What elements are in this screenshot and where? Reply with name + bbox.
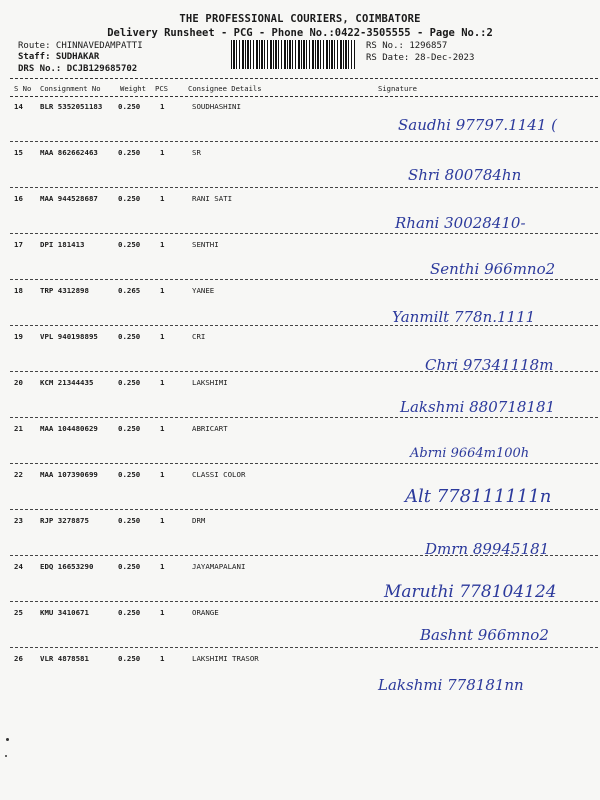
table-row xyxy=(0,326,600,372)
table-row xyxy=(0,280,600,326)
row-sno: 21 xyxy=(14,424,23,433)
row-signature: Rhani 30028410- xyxy=(395,214,526,232)
table-row xyxy=(0,188,600,234)
table-row xyxy=(0,418,600,464)
row-pcs: 1 xyxy=(160,424,165,433)
company-title: THE PROFESSIONAL COURIERS, COIMBATORE xyxy=(179,13,421,25)
row-consignment: MAA 107390699 xyxy=(40,470,98,479)
row-sno: 20 xyxy=(14,378,23,387)
header-rule-top xyxy=(10,78,598,79)
row-sno: 16 xyxy=(14,194,23,203)
row-weight: 0.250 xyxy=(118,194,141,203)
row-consignment: MAA 862662463 xyxy=(40,148,98,157)
staff-label: Staff: SUDHAKAR xyxy=(18,52,100,62)
row-consignee: ORANGE xyxy=(192,608,219,617)
scan-speck xyxy=(5,755,7,757)
table-row xyxy=(0,556,600,602)
rs-date: RS Date: 28-Dec-2023 xyxy=(366,53,475,63)
col-weight: Weight xyxy=(120,84,146,93)
row-pcs: 1 xyxy=(160,102,165,111)
row-pcs: 1 xyxy=(160,516,165,525)
row-pcs: 1 xyxy=(160,194,165,203)
row-consignee: ABRICART xyxy=(192,424,228,433)
row-pcs: 1 xyxy=(160,332,165,341)
row-consignment: KCM 21344435 xyxy=(40,378,94,387)
row-consignee: SENTHI xyxy=(192,240,219,249)
row-consignee: DRM xyxy=(192,516,206,525)
table-row xyxy=(0,648,600,694)
row-consignment: VPL 940198895 xyxy=(40,332,98,341)
row-weight: 0.250 xyxy=(118,378,141,387)
row-consignment: RJP 3278875 xyxy=(40,516,89,525)
row-weight: 0.265 xyxy=(118,286,141,295)
table-row xyxy=(0,510,600,556)
row-consignment: TRP 4312898 xyxy=(40,286,89,295)
row-consignee: SR xyxy=(192,148,201,157)
row-sno: 14 xyxy=(14,102,23,111)
row-consignee: LAKSHIMI TRASOR xyxy=(192,654,259,663)
row-signature: Dmrn 89945181 xyxy=(425,540,550,558)
row-weight: 0.250 xyxy=(118,654,141,663)
scan-speck xyxy=(6,738,9,741)
row-weight: 0.250 xyxy=(118,424,141,433)
row-pcs: 1 xyxy=(160,378,165,387)
row-pcs: 1 xyxy=(160,240,165,249)
row-sno: 25 xyxy=(14,608,23,617)
col-signature: Signature xyxy=(378,84,417,93)
row-consignee: LAKSHIMI xyxy=(192,378,228,387)
row-sno: 22 xyxy=(14,470,23,479)
row-signature: Lakshmi 880718181 xyxy=(400,398,556,416)
row-signature: Saudhi 97797.1141 ( xyxy=(398,116,557,134)
row-consignment: BLR 5352051183 xyxy=(40,102,103,111)
col-sno: S No xyxy=(14,84,32,93)
col-pcs: PCS xyxy=(155,84,168,93)
row-signature: Shri 800784hn xyxy=(408,166,522,184)
row-consignee: SOUDHASHINI xyxy=(192,102,241,111)
row-pcs: 1 xyxy=(160,286,165,295)
row-weight: 0.250 xyxy=(118,240,141,249)
drs-number: DRS No.: DCJB129685702 xyxy=(18,64,138,74)
row-weight: 0.250 xyxy=(118,102,141,111)
row-consignment: MAA 104480629 xyxy=(40,424,98,433)
col-consignment: Consignment No xyxy=(40,84,101,93)
row-signature: Maruthi 778104124 xyxy=(384,582,557,602)
row-consignee: RANI SATI xyxy=(192,194,233,203)
row-pcs: 1 xyxy=(160,470,165,479)
table-row xyxy=(0,464,600,510)
row-sno: 23 xyxy=(14,516,23,525)
row-sno: 19 xyxy=(14,332,23,341)
row-consignment: DPI 181413 xyxy=(40,240,85,249)
row-consignee: CLASSI COLOR xyxy=(192,470,246,479)
row-sno: 18 xyxy=(14,286,23,295)
table-row xyxy=(0,372,600,418)
row-weight: 0.250 xyxy=(118,516,141,525)
row-signature: Bashnt 966mno2 xyxy=(420,626,549,644)
table-row xyxy=(0,602,600,648)
row-consignee: JAYAMAPALANI xyxy=(192,562,246,571)
route-label: Route: CHINNAVEDAMPATTI xyxy=(18,41,143,51)
row-consignment: MAA 944528687 xyxy=(40,194,98,203)
row-consignment: EDQ 16653290 xyxy=(40,562,94,571)
row-consignment: VLR 4878581 xyxy=(40,654,89,663)
table-row xyxy=(0,96,600,142)
row-signature: Senthi 966mno2 xyxy=(430,260,556,278)
row-weight: 0.250 xyxy=(118,562,141,571)
barcode-image xyxy=(231,40,355,69)
row-signature: Yanmilt 778n.1111 xyxy=(392,308,536,326)
row-sno: 17 xyxy=(14,240,23,249)
row-signature: Lakshmi 778181nn xyxy=(378,676,524,694)
row-signature: Abrni 9664m100h xyxy=(410,446,530,461)
table-row xyxy=(0,234,600,280)
table-row xyxy=(0,142,600,188)
row-pcs: 1 xyxy=(160,608,165,617)
row-sno: 26 xyxy=(14,654,23,663)
row-signature: Alt 778111111n xyxy=(405,486,552,507)
row-pcs: 1 xyxy=(160,562,165,571)
row-weight: 0.250 xyxy=(118,608,141,617)
runsheet-subtitle: Delivery Runsheet - PCG - Phone No.:0422-3505555 - Page No.:2 xyxy=(107,27,493,39)
rs-number: RS No.: 1296857 xyxy=(366,41,448,51)
row-weight: 0.250 xyxy=(118,148,141,157)
col-consignee: Consignee Details xyxy=(188,84,262,93)
row-consignee: YANEE xyxy=(192,286,215,295)
row-sno: 15 xyxy=(14,148,23,157)
row-consignment: KMU 3410671 xyxy=(40,608,89,617)
row-sno: 24 xyxy=(14,562,23,571)
row-signature: Chri 97341118m xyxy=(425,356,554,374)
row-pcs: 1 xyxy=(160,654,165,663)
row-weight: 0.250 xyxy=(118,332,141,341)
row-weight: 0.250 xyxy=(118,470,141,479)
row-pcs: 1 xyxy=(160,148,165,157)
row-consignee: CRI xyxy=(192,332,206,341)
